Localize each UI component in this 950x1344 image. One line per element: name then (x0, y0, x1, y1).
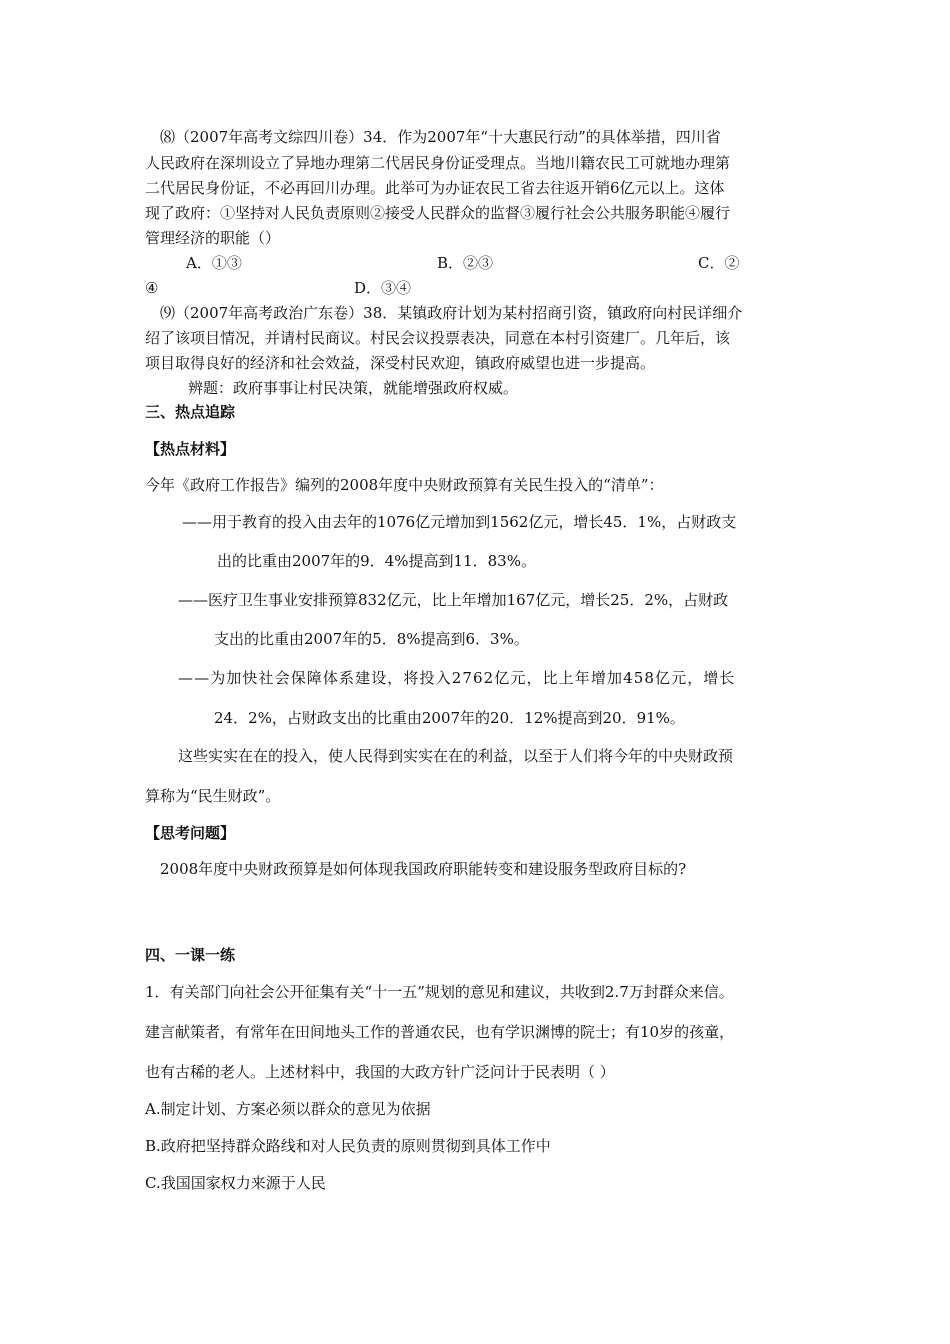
item-health-line-2: 支出的比重由2007年的5．8%提高到6．3%。 (214, 630, 529, 648)
q8-line-2: 人民政府在深圳设立了异地办理第二代居民身份证受理点。当地川籍农民工可就地办理第 (145, 154, 731, 172)
q8-line-5: 管理经济的职能（） (145, 229, 281, 247)
exercise1-option-a: A.制定计划、方案必须以群众的意见为依据 (145, 1100, 431, 1118)
q9-debate-line: 辨题：政府事事让村民决策，就能增强政府权威。 (188, 379, 519, 397)
q8-line-3: 二代居民身份证，不必再回川办理。此举可为办证农民工省去往返开销6亿元以上。这体 (145, 179, 725, 197)
hot-material-heading: 【热点材料】 (145, 440, 236, 458)
q8-line-4: 现了政府：①坚持对人民负责原则②接受人民群众的监督③履行社会公共服务职能④履行 (145, 204, 731, 222)
q8-option-b: B．②③ (437, 254, 494, 272)
conclusion-line-2: 算称为“民生财政”。 (145, 787, 281, 805)
section4-heading: 四、一课一练 (145, 946, 236, 964)
think-question-text: 2008年度中央财政预算是如何体现我国政府职能转变和建设服务型政府目标的? (160, 860, 687, 878)
item-education-line-2: 出的比重由2007年的9．4%提高到11．83%。 (217, 552, 536, 570)
hot-material-intro: 今年《政府工作报告》编列的2008年度中央财政预算有关民生投入的“清单”： (145, 476, 664, 494)
exercise1-line-3: 也有古稀的老人。上述材料中，我国的大政方针广泛问计于民表明（ ） (145, 1063, 615, 1081)
item-social-security-line-1: ——为加快社会保障体系建设，将投入2762亿元，比上年增加458亿元，增长 (178, 669, 736, 687)
conclusion-line-1: 这些实实在在的投入，使人民得到实实在在的利益，以至于人们将今年的中央财政预 (178, 747, 734, 765)
q8-option-c-cont: ④ (145, 279, 159, 297)
q8-option-d: D．③④ (354, 279, 412, 297)
q8-line-1: ⑻（2007年高考文综四川卷）34．作为2007年“十大惠民行动”的具体举措，四川省 (160, 128, 721, 146)
exercise1-line-1: 1．有关部门向社会公开征集有关“十一五”规划的意见和建议，共收到2.7万封群众来信。 (145, 983, 734, 1001)
exercise1-option-b: B.政府把坚持群众路线和对人民负责的原则贯彻到具体工作中 (145, 1137, 551, 1155)
item-education-line-1: ——用于教育的投入由去年的1076亿元增加到1562亿元，增长45．1%，占财政支 (182, 513, 737, 531)
think-question-heading: 【思考问题】 (145, 824, 236, 842)
item-health-line-1: ——医疗卫生事业安排预算832亿元，比上年增加167亿元，增长25．2%，占财政 (178, 591, 729, 609)
q9-line-2: 绍了该项目情况，并请村民商议。村民会议投票表决，同意在本村引资建厂。几年后，该 (145, 329, 731, 347)
q8-option-c: C．② (698, 254, 740, 272)
exercise1-line-2: 建言献策者，有常年在田间地头工作的普通农民，也有学识渊博的院士；有10岁的孩童， (145, 1023, 735, 1041)
q9-line-3: 项目取得良好的经济和社会效益，深受村民欢迎，镇政府威望也进一步提高。 (145, 354, 656, 372)
q8-option-a: A．①③ (186, 254, 242, 272)
q9-line-1: ⑼（2007年高考政治广东卷）38．某镇政府计划为某村招商引资，镇政府向村民详细介 (160, 304, 743, 322)
exercise1-option-c: C.我国国家权力来源于人民 (145, 1174, 326, 1192)
item-social-security-line-2: 24．2%，占财政支出的比重由2007年的20．12%提高到20．91%。 (214, 709, 685, 727)
section3-heading: 三、热点追踪 (145, 403, 236, 421)
